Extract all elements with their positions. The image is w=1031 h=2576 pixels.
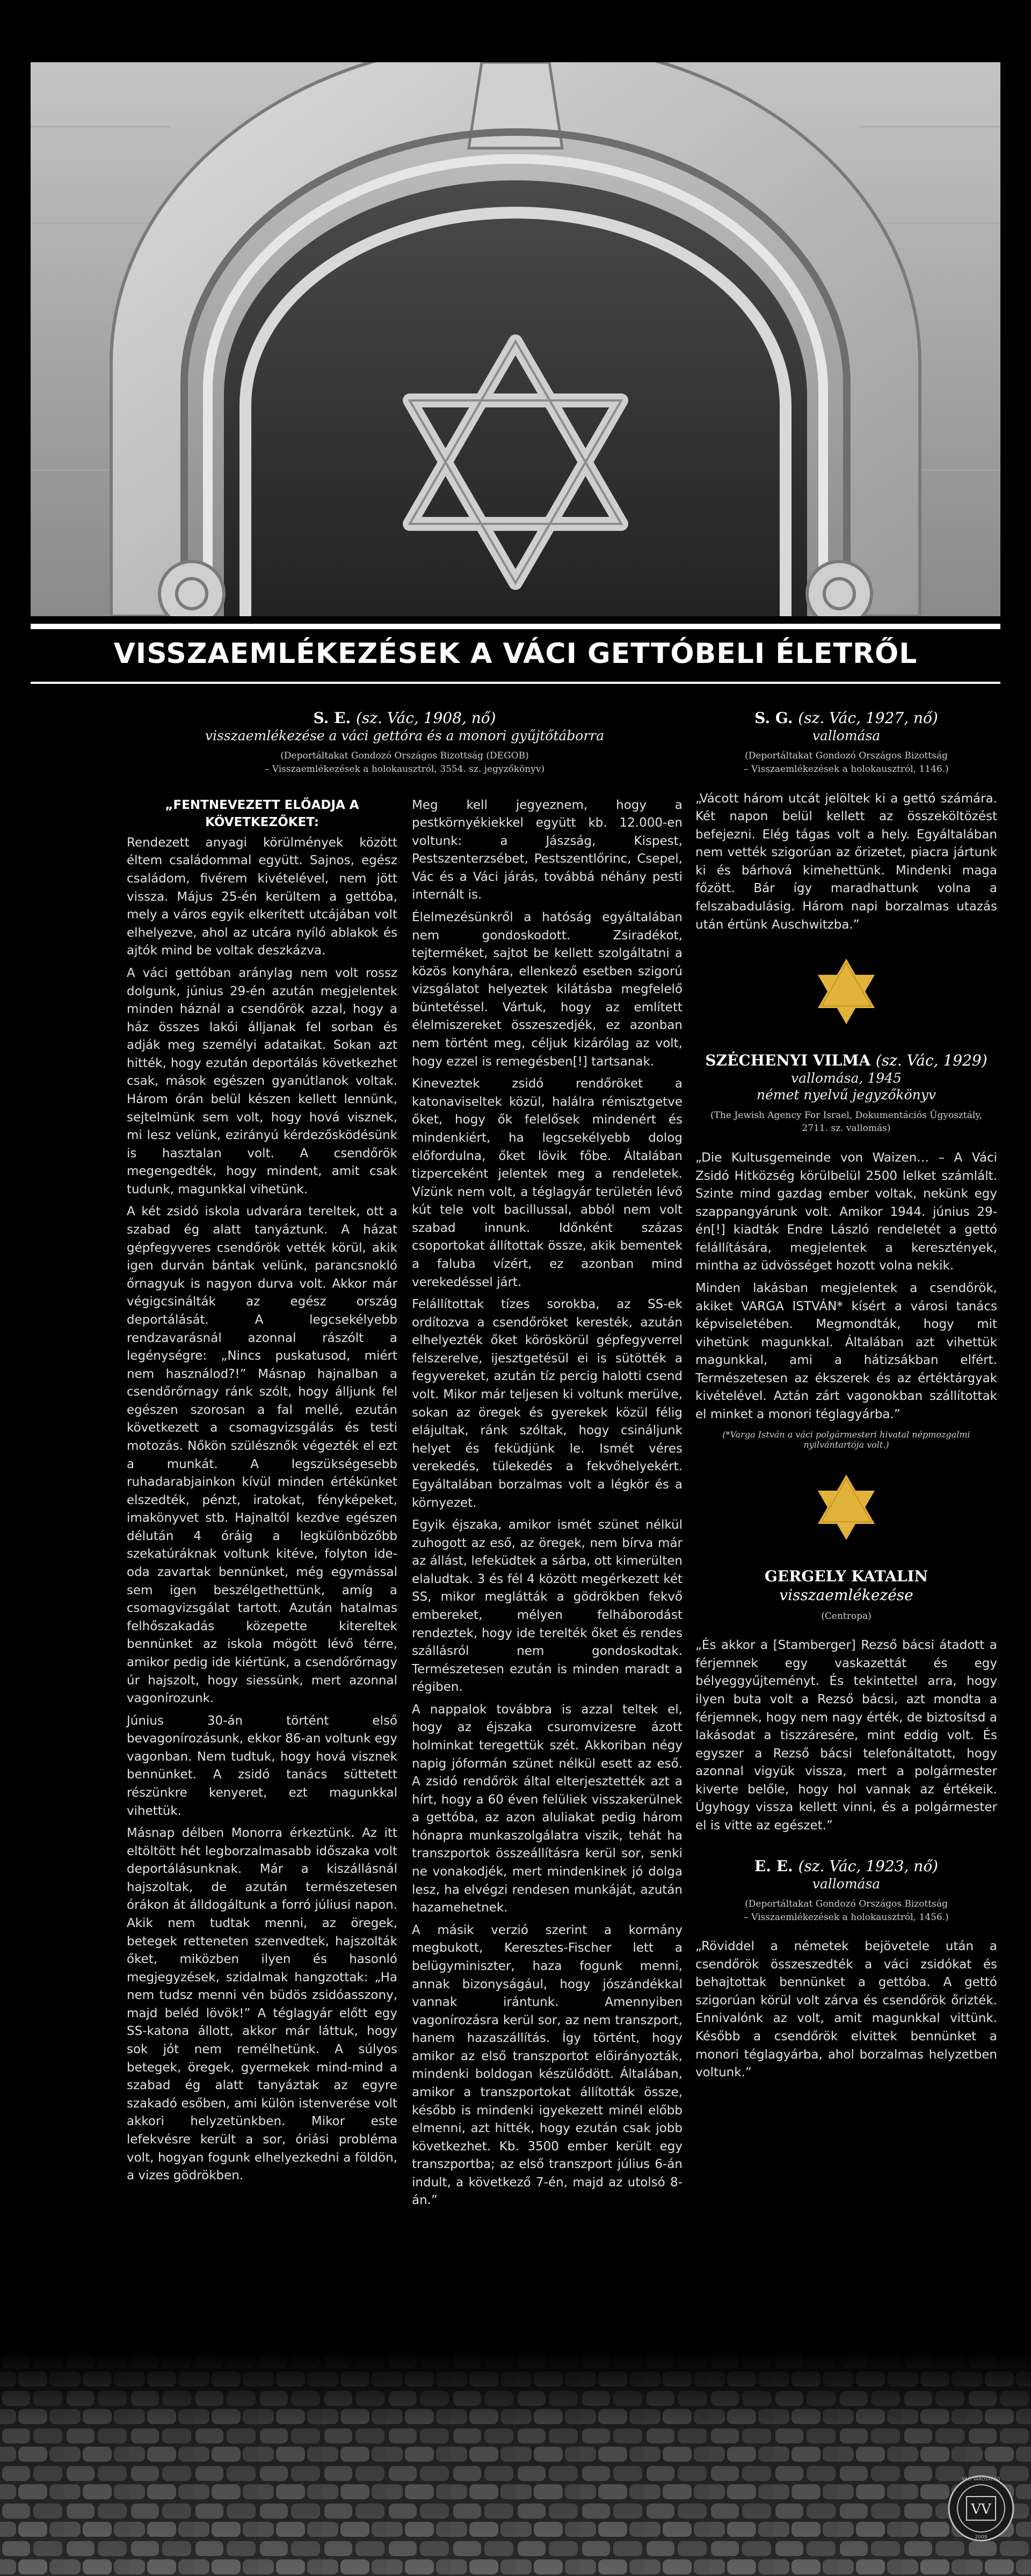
main-testimony-columns bbox=[127, 797, 683, 2215]
witness-meta: (sz. Vác, 1908, nő) bbox=[356, 709, 496, 727]
paragraph: Június 30-án történt első bevagonírozásunk, ekkor 86-an voltunk egy vagonban. Nem tudtuk, hogy hová visznek bennünket. A zsidó tanács süttetett részünkre kenyeret, ezt magunkkal vihettük. bbox=[127, 1713, 397, 1818]
witness-meta: (sz. Vác, 1927, nő) bbox=[798, 709, 938, 727]
paragraph: A nappalok továbbra is azzal teltek el, hogy az éjszaka csuromvizesre ázott holminkat teregettük szét. Akkoriban négy napig jóformán szünet nélkül esett az eső. A zsidó rendőrök által elterjesztették azt a hírt, hogy a 60 éven felüliek visszakerülnek a gettóba, az azon aluliakat pedig három hónapra munkaszolgálatra viszik, tehát ha transzportok összeállításra kerül sor, senki ne vonakodjék, mert mindenkinek jó dolga lesz, ha elvégzi rendesen munkáját, azután hazamehetnek. bbox=[412, 1702, 683, 1915]
testimony-subtitle: visszaemlékezése a váci gettóra és a monori gyűjtőtáborra bbox=[205, 728, 605, 743]
testimony-lead: „FENTNEVEZETT ELŐADJA A KÖVETKEZŐKET: bbox=[165, 798, 359, 829]
testimony-subtitle: visszaemlékezése bbox=[779, 1586, 913, 1604]
testimony-gergely-katalin bbox=[695, 1567, 997, 1835]
title-divider-bottom bbox=[31, 682, 1000, 684]
witness-name: S. E. bbox=[313, 709, 351, 727]
paragraph: „Die Kultusgemeinde von Waizen… – A Váci Zsidó Hitközség körülbelül 2500 lelket számlált. Szinte mind gazdag ember voltak, nekünk egy szappangyárunk volt. Amikor 1944. június 29-én[!] kiadták Endre László rendeletét a gettó felállítására, megjelentek a keresztények, mintha az üdvösséget hozott volna nekik. bbox=[695, 1150, 997, 1273]
testimony-source: (The Jewish Agency For Israel, Dokumentációs Ügyosztály, 2711. sz. vallomás) bbox=[710, 1110, 983, 1134]
yellow-star-icon bbox=[695, 1473, 997, 1543]
main-testimony bbox=[127, 709, 683, 2214]
yellow-star-icon bbox=[695, 958, 997, 1027]
paragraph: Másnap délben Monorra érkeztünk. Az itt eltöltött hét legborzalmasabb időszaka volt deportálásunknak. Már a kiszállásnál hajszoltak, de azután természetesen órákon át álldogáltunk a forró júliusi napon. Akik nem tudtak menni, az öregek, betegek retteneten szenvedtek, hajszolták őket, miközben ilyen és hasonló megjegyzések, szidalmak hangzottak: „Ha nem tudsz menni vén büdös zsidóasszony, majd beléd lövök!” A téglagyár előtt egy SS-katona állott, akkor már láttuk, hogy sok jót nem remélhetünk. A súlyos betegek, öregek, gyermekek mind-mind a szabad ég alatt tanyáztak az egyre szakadó esőben, ami külön istenverése volt akkori helyzetünkben. Mikor este lefekvésre került a sor, óriási probléma volt, hogyan fogunk elhelyezkedni a földön, a vizes gödrökben. bbox=[127, 1826, 397, 2183]
title-bar bbox=[31, 616, 1000, 686]
footnote: (*Varga István a váci polgármesteri hivatal népmozgalmi nyilvántartója volt.) bbox=[722, 1429, 970, 1450]
paragraph: Kineveztek zsidó rendőröket a katonaviseltek közül, halálra rémisztgetve őket, hogy ők felelősek mindenért és mindenkiért, ha legcsekélyebb dolog előfordulna, őket lövik főbe. Általában tizperceként jelentek meg a rendeletek. Vízünk nem volt, a téglagyár területén lévő kút tele volt bacillussal, abból nem volt szabad innunk. Időnként százas csoportokat állítottak össze, akik bementek a faluba vízért, ez azonban mind verekedéssel járt. bbox=[412, 1077, 683, 1289]
paragraph: A másik verzió szerint a kormány megbukott, Keresztes-Fischer lett a belügyminiszter, haza fogunk menni, annak bizonyságául, hogy jószándékkal vannak irántunk. Amennyiben vagonírozásra kerül sor, az nem transzport, hanem hazaszállítás. Így történt, hogy amikor az első transzportot előirányozták, mindenki boldogan készülődött. Általában, amikor a transzportokat állították össze, később is mindenki igyekezett minél előbb elmenni, azt hitték, hogy ezután csak jobb következhet. Kb. 3500 ember került egy transzportba; az első transzport július 6-án indult, a következő 7-én, majd az utolsó 8-án.” bbox=[412, 1923, 683, 2208]
testimony-source: (Deportáltakat Gondozó Országos Bizottság – Visszaemlékezések a holokausztról, 1456.) bbox=[744, 1898, 949, 1923]
paragraph: A két zsidó iskola udvarára tereltek, ott a szabad ég alatt tanyáztunk. A házat gépfegyveres csendőrök vették körül, akik igen durván bántak velünk, parancsnokló őrnagyuk is nagyon durva volt. Akkor már végigcsinálták az egész ország deportálását. A legcsekélyebb rendzavarásnál azonnal rászólt a legénységre: „Nincs puskatusod, miért nem használod?!” Másnap hajnalban a csendőrőrnagy ránk szólt, hogy álljunk fel egészen szorosan a fal mellé, ezután következett a csomagvizsgálás és testi motozás. Nőkön szülésznők végezték el ezt a munkát. A legszükségesebb ruhadarabjainkon kívül minden értékünket elszedték, pénzt, iratokat, fényképeket, imakönyvet stb. Hajnaltól kezdve egészen délután 4 óráig a legkülönbözőbb szekatúráknak voltunk kitéve, folyton ide-oda zavartak bennünket, még egymással sem igen beszélgethettünk, amíg a csomagvizsgálat tartott. Azután hatalmas felhőszakadás közepette kitereltek bennünket az iskola mögött lévő térre, amikor pedig ide kiértünk, a csendőrőrnagy úr hajszolt, hogy siessünk, mert azonnal vagonírozunk. bbox=[127, 1205, 397, 1706]
paragraph: A váci gettóban aránylag nem volt rossz dolgunk, június 29-én azután megjelentek minden háznál a csendőrök azzal, hogy a ház összes lakói álljanak fel sorban és adják meg személyi adataikat. Sokan azt hitték, hogy ezután deportálás következhet csak, mások egészen gyanútlanok voltak. Három órán belül készen kellett lennünk, sejtelmünk sem volt, hogy hová visznek, mi lesz velünk, ezirányú kérdezősködésünk is hasztalan volt. A csendőrök megengedték, hogy mindent, amit csak tudunk, magunkkal vihetünk. bbox=[127, 966, 397, 1196]
paragraph: „Vácott három utcát jelöltek ki a gettó számára. Két napon belül kellett az összeköltözést befejezni. Elég tágas volt a hely. Egyáltalában nem vették szigorúan az őrizetet, piacra jártunk ki és bárhová kimehettünk. Mindenki maga főzött. Bár így maradhattunk volna a felszabadulásig. Három napi borzalmas utazás után értünk Auschwitzba.” bbox=[695, 791, 997, 932]
paragraph: „Röviddel a németek bejövetele után a csendőrök összeszedték a váci zsidókat és behajtottak bennünket a gettóba. A gettó szigorúan körül volt zárva és csendőrök őrizték. Ennivalónk az volt, amit magunkkal vittünk. Később a csendőrök elvittek bennünket a monori téglagyárba, ahol borzalmas helyzetben voltunk.” bbox=[695, 1939, 997, 2080]
paragraph: Felállítottak tízes sorokba, az SS-ek ordítozva a csendőröket keresték, azután elhelyezték őket köröskörül gépfegyverrel felszerelve, ijesztgetésül ei is sütötték a fegyvereket, azután tíz percig halotti csend volt. Mikor már teljesen ki voltunk merülve, sokan az öregek és gyerekek közül félig elájultak, ránk szóltak, hogy csináljunk helyet és feküdjünk le. Ismét véres verekedés, tülekedés a fekvőhelyekért. Egyáltalában borzalmas volt a légkör és a környezet. bbox=[412, 1297, 683, 1510]
paragraph: Egyik éjszaka, amikor ismét szünet nélkül zuhogott az eső, az öregek, nem bírva már az állást, lefeküdtek a sárba, ott kimerülten elaludtak. 3 és fél 4 között megérkezett két SS, mikor meglátták a gödrökben fekvő embereket, mélyen felháborodást rendeztek, hogy ide terelték őket és rendes szállásról nem gondoskodtak. Természetesen ezután is minden maradt a régiben. bbox=[412, 1518, 683, 1695]
witness-meta: (sz. Vác, 1923, nő) bbox=[798, 1857, 939, 1875]
testimony-sg bbox=[695, 709, 997, 934]
testimony-ee bbox=[695, 1857, 997, 2082]
testimony-source: (Deportáltakat Gondozó Országos Bizottság – Visszaemlékezések a holokausztról, 1146.) bbox=[744, 750, 949, 775]
witness-meta: (sz. Vác, 1929) bbox=[875, 1052, 988, 1070]
arched-window-with-star-of-david bbox=[31, 62, 1000, 616]
vaci-varosvedo-logo bbox=[946, 2460, 1016, 2557]
testimony-subtitle: vallomása bbox=[812, 1876, 881, 1892]
cobblestone-photo bbox=[0, 2351, 1031, 2576]
testimony-subtitle-2: német nyelvű jegyzőkönyv bbox=[756, 1087, 936, 1103]
witness-name: S. G. bbox=[754, 709, 793, 727]
testimony-subtitle: vallomása bbox=[812, 728, 881, 743]
text-column-1 bbox=[127, 797, 397, 2215]
title-divider-top bbox=[31, 624, 1000, 629]
witness-name: SZÉCHENYI VILMA bbox=[705, 1052, 871, 1070]
paragraph: „És akkor a [Stamberger] Rezső bácsi átadott a férjemnek egy vaskazettát és egy bélyeggyűjteményt. És tekintettel arra, hogy ilyen buta volt a Rezső bácsi, azt mondta a férjemnek, hogy nem nagy érték, de biztosítsd a lakásodat a tiszzáresére, mint eddig volt. És egyszer a Rezső bácsi telefonáltatott, hogy azonnal vigyük vissza, mert a polgármester kiverte belőle, hogy hol vannak az értékeik. Úgyhogy vissza kellett vinni, és a polgármester el is vitte az egészet.” bbox=[695, 1638, 997, 1833]
side-testimonies bbox=[695, 709, 997, 2086]
logo-year: 2009 bbox=[975, 2535, 988, 2540]
page-title: VISSZAEMLÉKEZÉSEK A VÁCI GETTÓBELI ÉLETRŐL bbox=[113, 638, 918, 670]
testimony-szechenyi-vilma bbox=[695, 1051, 997, 1449]
text-column-2 bbox=[412, 797, 683, 2215]
paragraph: Minden lakásban megjelentek a csendőrök, akiket VARGA ISTVÁN* kísért a városi tanács képviseletében. Megmondták, hogy mit vihetünk magunkkal. Általában azt vihettük magunkkal, ami a hátizsákban elfért. Természetesen az ékszerek és az értéktárgyak kivételével. Aztán zárt vagonokban szállítottak el minket a monori téglagyárba.” bbox=[695, 1281, 997, 1422]
main-testimony-header bbox=[127, 709, 683, 776]
witness-name: GERGELY KATALIN bbox=[764, 1567, 928, 1585]
logo-letters: VV bbox=[971, 2501, 991, 2517]
paragraph: Élelmezésünkről a hatóság egyáltalában nem gondoskodott. Zsiradékot, tejterméket, sajtot be kellett szolgáltatni a közös konyhára, ellenkező esetben szigorú vizsgálatot helyeztek kilátásba megfelelő büntetéssel. Vártuk, hogy az említett élelmiszereket összeszedjék, ez azonban nem történt meg, céljuk kizárólag az volt, hogy ezzel is remegésben[!] tartsanak. bbox=[412, 910, 683, 1069]
witness-name: E. E. bbox=[754, 1857, 793, 1875]
testimony-source: (Deportáltakat Gondozó Országos Bizottság (DEGOB) – Visszaemlékezések a holokausztról, 3554. sz. jegyzőkönyv) bbox=[264, 750, 545, 775]
paragraph: Rendezett anyagi körülmények között éltem családommal együtt. Sajnos, egész családom, fivérem kivételével, nem jött vissza. Május 25-én kerültem a gettóba, mely a város egyik elkerített utcájában volt elhelyezve, ahol az utcára nyíló ablakok és ajtók mind be voltak deszkázva. bbox=[127, 835, 397, 958]
testimony-source: (Centropa) bbox=[821, 1610, 872, 1622]
paragraph: Meg kell jegyeznem, hogy a pestkörnyékiekkel együtt kb. 12.000-en voltunk: a Jászság, Kispest, Pestszenterzsébet, Pestszentlőrinc, Csepel, Vác és a Váci járás, továbbá néhány pesti internált is. bbox=[412, 798, 683, 902]
header-photo bbox=[31, 62, 1000, 616]
testimony-subtitle: vallomása, 1945 bbox=[791, 1070, 902, 1086]
logo-ring-text: VÁCI VÁROSVÉDŐ bbox=[962, 2477, 1000, 2482]
cobblestone-pattern bbox=[0, 2351, 1031, 2576]
